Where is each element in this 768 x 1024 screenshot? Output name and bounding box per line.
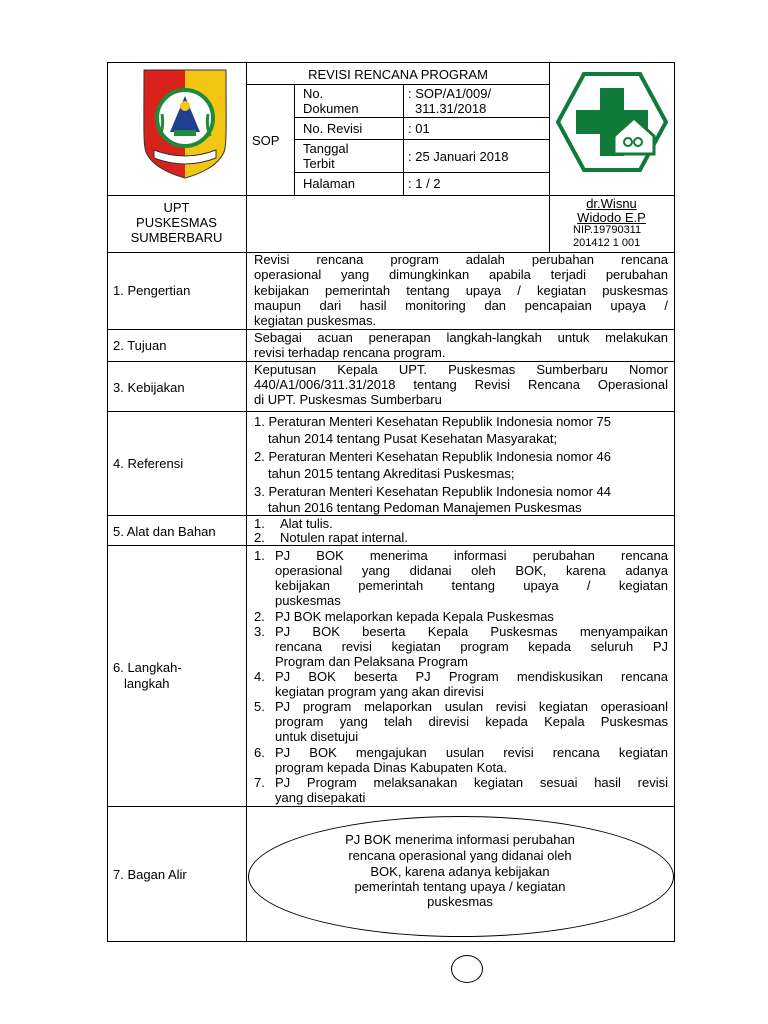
section-label-langkah: langkah: [124, 676, 170, 691]
step-text: yang disepakati: [275, 790, 366, 805]
text-line: di UPT. Puskesmas Sumberbaru: [254, 392, 442, 407]
text-line: Keputusan Kepala UPT. Puskesmas Sumberbaru Nomor: [254, 362, 668, 377]
flow-text-line: rencana operasional yang didanai oleh: [348, 848, 572, 863]
text-line: Revisi rencana program adalah perubahan rencana: [254, 252, 668, 267]
issue-date-value: : 25 Januari 2018: [408, 149, 509, 164]
section-label-pengertian: 1. Pengertian: [113, 283, 191, 298]
shield-emblem-icon: [140, 66, 230, 190]
doc-number-value: : SOP/A1/009/: [408, 86, 492, 101]
row-divider: [107, 515, 675, 516]
text-line: revisi terhadap rencana program.: [254, 345, 446, 360]
step-number: 5.: [254, 699, 265, 714]
list-number: 2.: [254, 530, 265, 545]
text-line: kegiatan puskesmas.: [254, 313, 377, 328]
flow-text-line: puskesmas: [427, 894, 493, 909]
step-text: program yang telah direvisi kepada Kepala Puskesmas: [275, 714, 668, 729]
step-text: puskesmas: [275, 593, 341, 608]
page-label: Halaman: [303, 176, 356, 191]
list-item: Alat tulis.: [280, 516, 333, 531]
step-text: rencana revisi kegiatan program kepada seluruh PJ: [275, 639, 668, 654]
flow-text-line: pemerintah tentang upaya / kegiatan: [354, 879, 566, 894]
step-number: 6.: [254, 745, 265, 760]
step-text: Program dan Pelaksana Program: [275, 654, 468, 669]
label-column-divider: [246, 62, 247, 942]
regional-emblem-logo: [140, 66, 230, 190]
signer-nip: NIP.19790311: [573, 224, 642, 236]
table-border-left: [107, 62, 108, 942]
text-line: maupun dari hasil monitoring dan pencapaian upaya /: [254, 298, 668, 313]
text-line: Sebagai acuan penerapan langkah-langkah untuk melakukan: [254, 330, 668, 345]
step-number: 7.: [254, 775, 265, 790]
step-text: kegiatan program yang akan direvisi: [275, 684, 484, 699]
step-number: 3.: [254, 624, 265, 639]
table-border-top: [107, 62, 675, 63]
step-text: PJ BOK beserta Kepala Puskesmas menyampaikan: [275, 624, 668, 639]
section-label-langkah: 6. Langkah-: [113, 660, 182, 675]
issue-date-label: Tanggal: [303, 141, 349, 156]
org-name: UPT: [163, 200, 190, 215]
signer-name: Widodo E.P: [577, 210, 646, 225]
step-text: PJ BOK menerima informasi perubahan rencana: [275, 548, 668, 563]
section-label-alat: 5. Alat dan Bahan: [113, 524, 216, 539]
row-divider: [107, 411, 675, 412]
doc-number-value: 311.31/2018: [415, 101, 487, 116]
flowchart-connector-circle: [451, 955, 483, 983]
text-line: kebijakan pemerintah tentang upaya / kegiatan puskesmas: [254, 283, 668, 298]
step-number: 4.: [254, 669, 265, 684]
doc-number-label: Dokumen: [303, 101, 359, 116]
step-text: kebijakan pemerintah tentang upaya / kegiatan: [275, 578, 668, 593]
table-border-right: [674, 62, 675, 942]
step-number: 2.: [254, 609, 265, 624]
reference-item: tahun 2016 tentang Pedoman Manajemen Puskesmas: [268, 500, 582, 515]
doc-number-label: No.: [303, 86, 324, 101]
revision-value: : 01: [408, 121, 430, 136]
signer-nip: 201412 1 001: [573, 237, 641, 249]
signer-name: dr.Wisnu: [586, 196, 637, 211]
issue-date-label: Terbit: [303, 156, 335, 171]
step-text: operasional yang didanai oleh BOK, karena adanya: [275, 563, 668, 578]
list-number: 1.: [254, 516, 265, 531]
sop-label: SOP: [252, 133, 280, 148]
row-divider: [107, 806, 675, 807]
list-item: Notulen rapat internal.: [280, 530, 408, 545]
page-value: : 1 / 2: [408, 176, 441, 191]
text-line: operasional yang dimungkinkan apabila terjadi perubahan: [254, 267, 668, 282]
health-cross-icon: [556, 72, 668, 172]
step-text: PJ Program melaksanakan kegiatan sesuai hasil revisi: [275, 775, 668, 790]
reference-item: 3. Peraturan Menteri Kesehatan Republik Indonesia nomor 44: [254, 484, 611, 499]
table-border-bottom: [107, 941, 675, 942]
text-line: 440/A1/006/311.31/2018 tentang Revisi Rencana Operasional: [254, 377, 668, 392]
tanggal-row-bottom: [294, 172, 550, 173]
flow-text-line: PJ BOK menerima informasi perubahan: [345, 832, 575, 847]
step-text: PJ BOK mengajukan usulan revisi rencana kegiatan: [275, 745, 668, 760]
revision-label: No. Revisi: [303, 121, 363, 136]
reference-item: 1. Peraturan Menteri Kesehatan Republik Indonesia nomor 75: [254, 414, 611, 429]
step-text: PJ BOK beserta PJ Program mendiskusikan rencana: [275, 669, 668, 684]
section-label-bagan: 7. Bagan Alir: [113, 867, 187, 882]
reference-item: tahun 2014 tentang Pusat Kesehatan Masyarakat;: [268, 431, 558, 446]
reference-item: tahun 2015 tentang Akreditasi Puskesmas;: [268, 466, 515, 481]
flow-text-line: BOK, karena adanya kebijakan: [370, 864, 550, 879]
step-number: 1.: [254, 548, 265, 563]
row-divider: [107, 545, 675, 546]
section-label-referensi: 4. Referensi: [113, 456, 184, 471]
revisi-row-bottom: [294, 139, 550, 140]
reference-item: 2. Peraturan Menteri Kesehatan Republik Indonesia nomor 46: [254, 449, 611, 464]
document-title: REVISI RENCANA PROGRAM: [308, 67, 488, 82]
title-row-bottom: [246, 84, 550, 85]
section-label-tujuan: 2. Tujuan: [113, 338, 167, 353]
puskesmas-logo: [556, 72, 668, 172]
step-text: PJ program melaporkan usulan revisi kegiatan operasioanl: [275, 699, 668, 714]
step-text: untuk disetujui: [275, 729, 359, 744]
step-text: PJ BOK melaporkan kepada Kepala Puskesmas: [275, 609, 554, 624]
section-label-kebijakan: 3. Kebijakan: [113, 380, 185, 395]
org-name: PUSKESMAS: [136, 215, 217, 230]
step-text: program kepada Dinas Kabupaten Kota.: [275, 760, 507, 775]
org-name: SUMBERBARU: [130, 230, 223, 245]
docno-row-bottom: [294, 117, 550, 118]
